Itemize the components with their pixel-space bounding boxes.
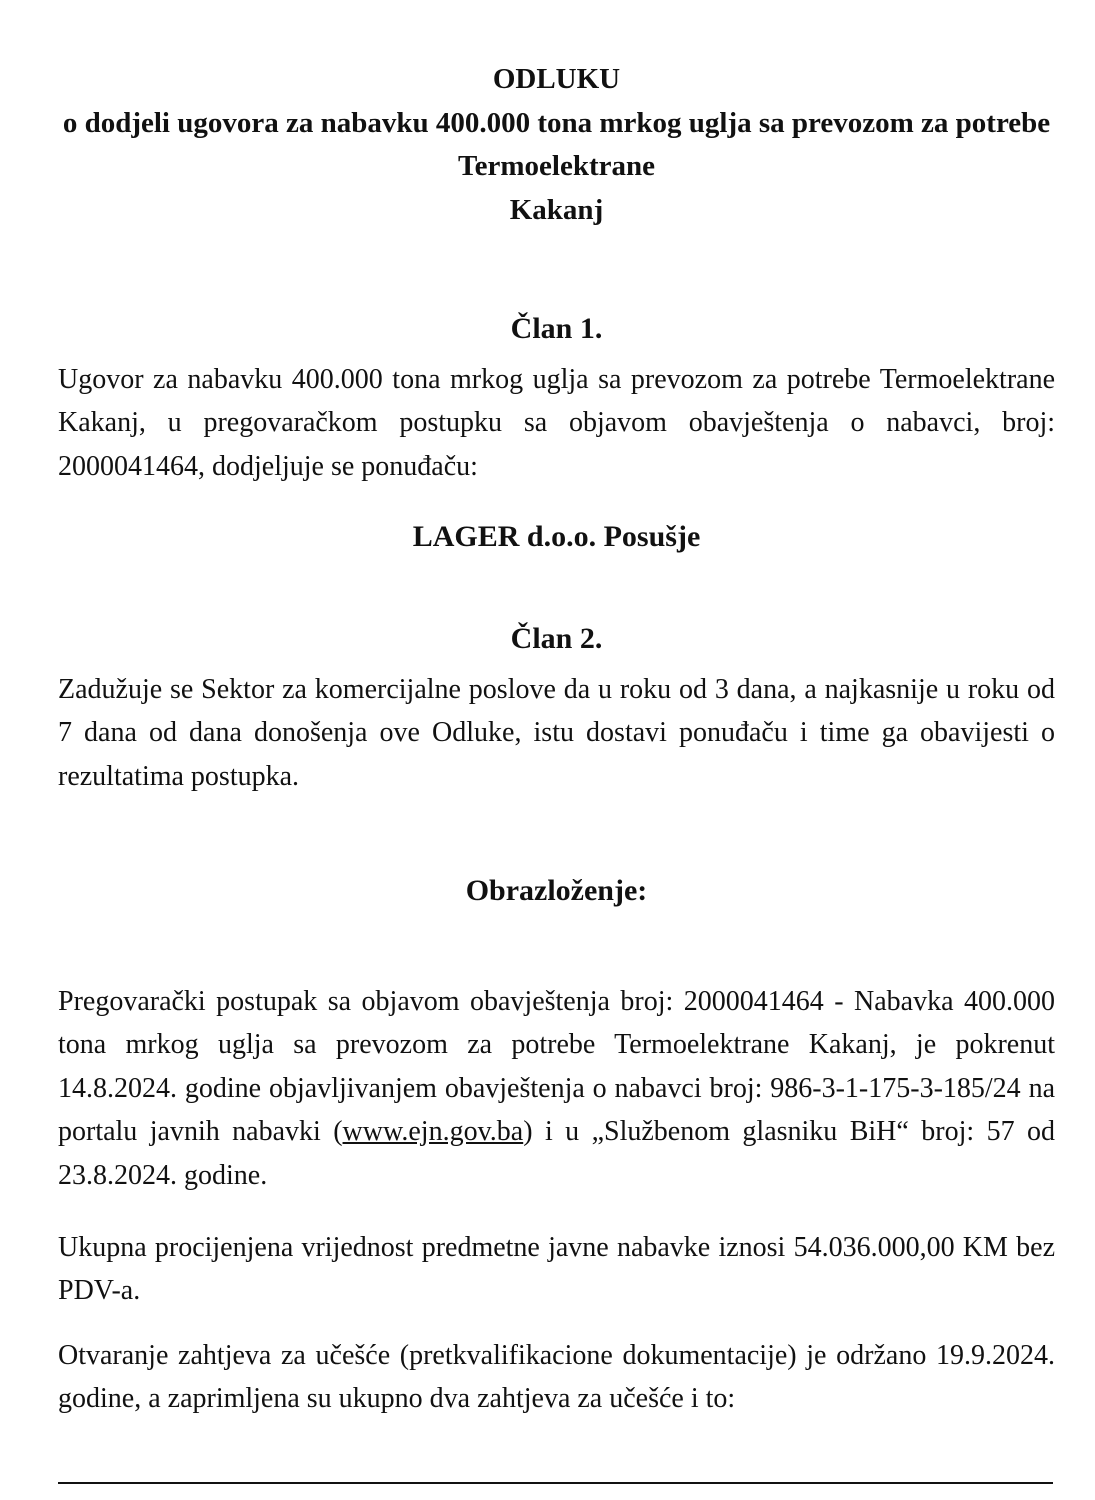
obrazlozenje-heading: Obrazloženje:	[465, 874, 648, 907]
clan-2-text: Zadužuje se Sektor za komercijalne poslove da u roku od 3 dana, a najkasnije u roku od 7 dana od dana donošenja ove Odluke, istu dostavi ponuđaču i time ga obavijesti o rezultatima postupka.	[58, 674, 1055, 792]
title-odluku: ODLUKU	[492, 63, 621, 95]
title-subject-cont: Kakanj	[509, 193, 604, 226]
obrazlozenje-paragraph-2: Ukupna procijenjena vrijednost predmetne javne nabavke iznosi 54.036.000,00 KM bez PDV-a.	[58, 1232, 1055, 1307]
title-subject: o dodjeli ugovora za nabavku 400.000 tona mrkog uglja sa prevozom za potrebe Termoelektrane	[62, 106, 1051, 182]
clan-1-text: Ugovor za nabavku 400.000 tona mrkog uglja sa prevozom za potrebe Termoelektrane Kakanj, u pregovaračkom postupku sa objavom obavještenja o nabavci, broj: 2000041464, dodjeljuje se ponuđaču:	[58, 364, 1055, 482]
ejn-portal-link[interactable]: www.ejn.gov.ba	[342, 1116, 524, 1148]
obrazlozenje-paragraph-1	[58, 980, 1055, 1197]
clan-1-heading: Član 1.	[510, 312, 603, 345]
bottom-divider	[58, 1482, 1053, 1484]
p1-text-before: Pregovarački postupak sa objavom obavještenja broj: 2000041464 - Nabavka 400.000 tona mrkog uglja sa prevozom za potrebe Termoelektrane Kakanj, je pokrenut 14.8.2024. godine objavljivanjem obavještenja o nabavci broj: 986-3-1-175-3-185/24 na portalu javnih nabavki (	[58, 986, 1055, 1148]
bidder-name: LAGER d.o.o. Posušje	[412, 520, 701, 553]
p1-text-after: ) i u „Službenom glasniku BiH“ broj: 57 od 23.8.2024. godine.	[58, 1116, 1055, 1191]
clan-2-heading: Član 2.	[510, 622, 603, 655]
obrazlozenje-paragraph-3: Otvaranje zahtjeva za učešće (pretkvalifikacione dokumentacije) je održano 19.9.2024. godine, a zaprimljena su ukupno dva zahtjeva za učešće i to:	[58, 1340, 1055, 1415]
document-title	[58, 58, 1055, 232]
